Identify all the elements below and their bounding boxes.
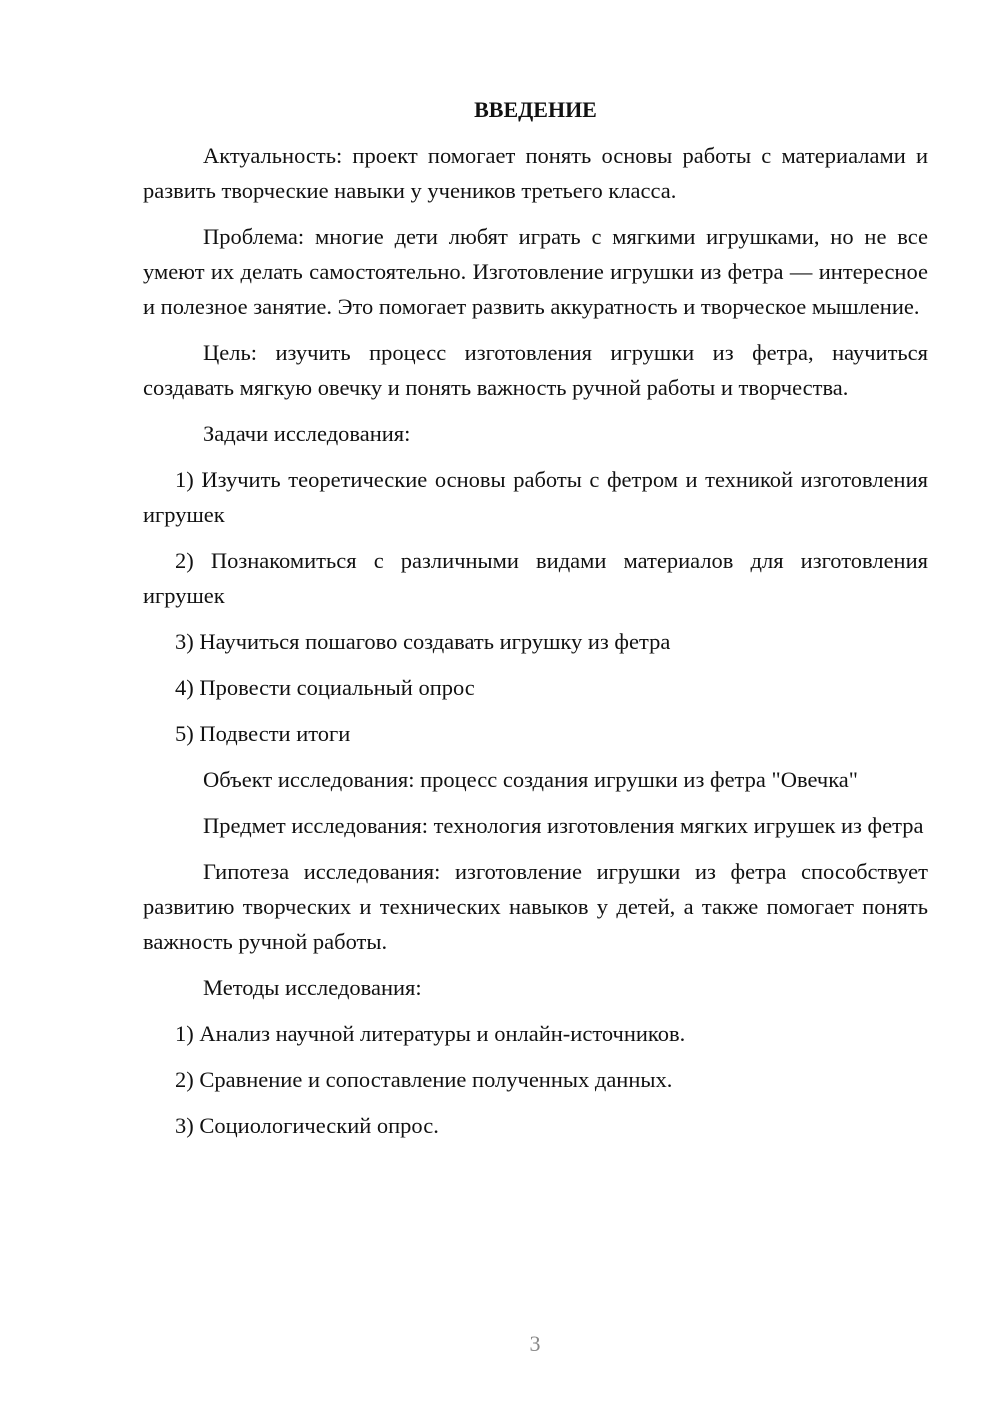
goal-paragraph: Цель: изучить процесс изготовления игрушки из фетра, научиться создавать мягкую овечку и понять важность ручной работы и творчества. — [143, 340, 928, 400]
task-item: 1) Изучить теоретические основы работы с фетром и техникой изготовления игрушек — [143, 467, 928, 527]
method-item: 1) Анализ научной литературы и онлайн-источников. — [175, 1021, 686, 1046]
task-item: 2) Познакомиться с различными видами материалов для изготовления игрушек — [143, 548, 928, 608]
task-item: 3) Научиться пошагово создавать игрушку из фетра — [175, 629, 671, 654]
subject-paragraph: Предмет исследования: технология изготовления мягких игрушек из фетра — [203, 813, 924, 838]
methods-heading: Методы исследования: — [203, 975, 422, 1000]
method-item: 3) Социологический опрос. — [175, 1113, 439, 1138]
task-item: 4) Провести социальный опрос — [175, 675, 475, 700]
hypothesis-paragraph: Гипотеза исследования: изготовление игрушки из фетра способствует развитию творческих и технических навыков у детей, а также помогает понять важность ручной работы. — [143, 859, 928, 954]
page-number: 3 — [529, 1331, 541, 1356]
method-item: 2) Сравнение и сопоставление полученных данных. — [175, 1067, 673, 1092]
problem-paragraph: Проблема: многие дети любят играть с мягкими игрушками, но не все умеют их делать самостоятельно. Изготовление игрушки из фетра — интересное и полезное занятие. Это помогает развить аккуратность и творческое мышление. — [143, 224, 928, 319]
page-content — [143, 92, 928, 1154]
task-item: 5) Подвести итоги — [175, 721, 351, 746]
relevance-paragraph: Актуальность: проект помогает понять основы работы с материалами и развить творческие навыки у учеников третьего класса. — [143, 143, 928, 203]
tasks-heading: Задачи исследования: — [203, 421, 411, 446]
page-title: ВВЕДЕНИЕ — [474, 97, 597, 122]
object-paragraph: Объект исследования: процесс создания игрушки из фетра "Овечка" — [203, 767, 858, 792]
